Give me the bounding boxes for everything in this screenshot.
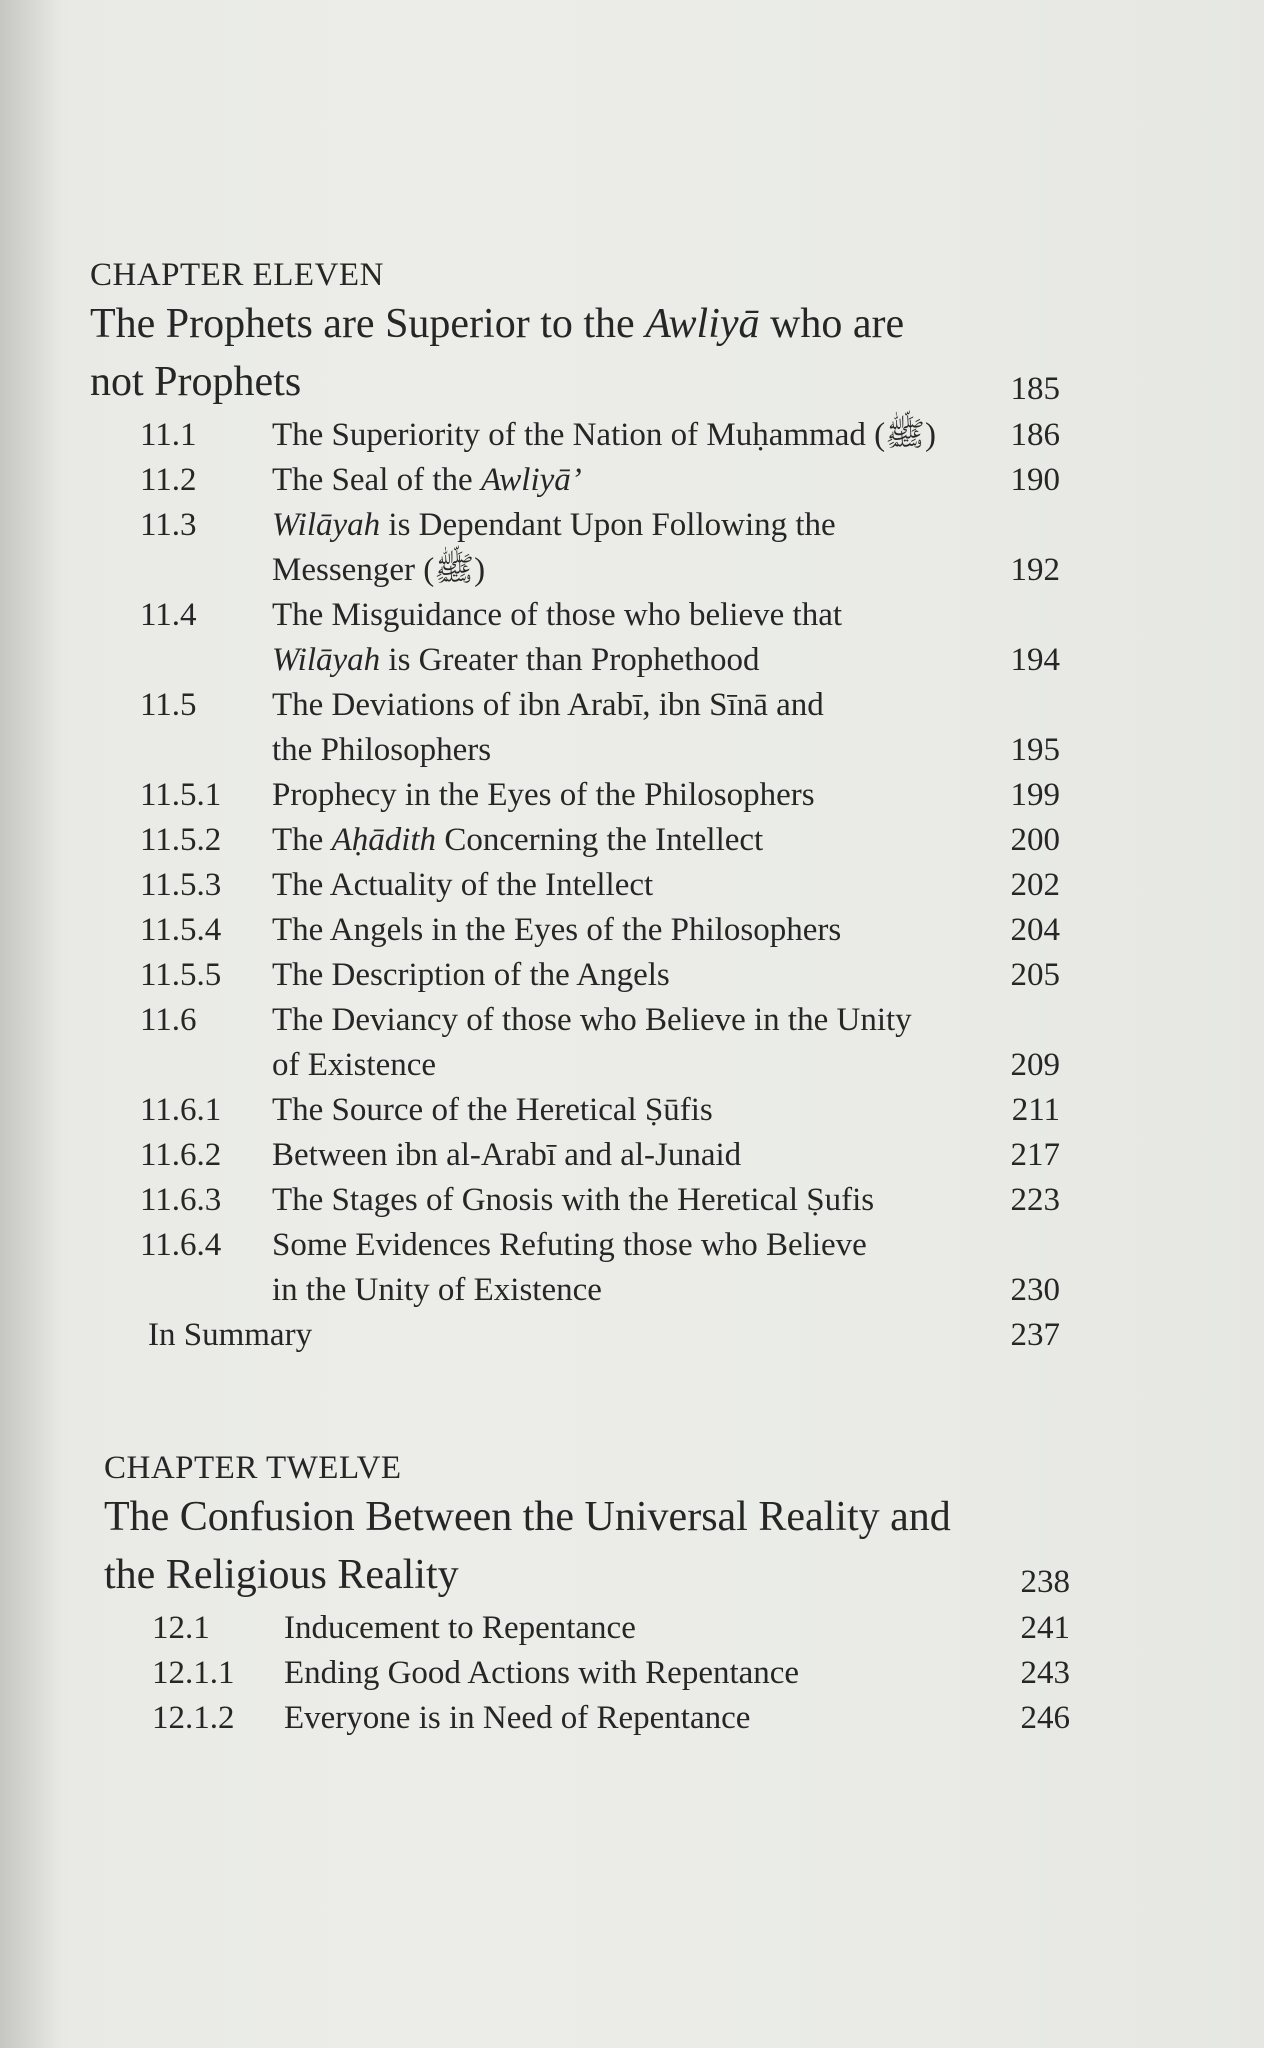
- entry-number: 11.5.1: [140, 777, 222, 813]
- entry-number: 11.5.4: [140, 912, 222, 948]
- toc-entry: [90, 863, 1060, 908]
- entry-page-number: 186: [1010, 417, 1060, 453]
- entry-page-number: 241: [1020, 1610, 1070, 1646]
- entry-page-number: 192: [1010, 552, 1060, 588]
- entry-number: 11.6.1: [140, 1092, 222, 1128]
- entry-page-number: 205: [1010, 957, 1060, 993]
- entry-page-number: 202: [1010, 867, 1060, 903]
- entry-title: [272, 683, 1072, 773]
- entry-title-line2: in the Unity of Existence: [272, 1272, 602, 1308]
- entry-title: The Angels in the Eyes of the Philosophers: [272, 912, 842, 948]
- toc-entry: [90, 413, 1060, 458]
- entry-number: 11.5.5: [140, 957, 222, 993]
- entry-title-italic: Wilāyah: [272, 507, 381, 543]
- entry-number: 11.1: [140, 417, 197, 453]
- entry-title: [272, 503, 1072, 593]
- entry-title-italic: Wilāyah: [272, 642, 381, 678]
- chapter-title-line2: not Prophets: [90, 359, 302, 405]
- chapter-title-line1: The Confusion Between the Universal Reality and: [104, 1494, 951, 1540]
- entry-number: 11.3: [140, 507, 197, 543]
- toc-entry: [90, 908, 1060, 953]
- entry-title-line2: the Philosophers: [272, 732, 492, 768]
- toc-entry: [90, 1133, 1060, 1178]
- entry-title-part: The Seal of the: [272, 462, 481, 498]
- entry-number: 11.5.2: [140, 822, 222, 858]
- chapter-title-line2: the Religious Reality: [104, 1552, 459, 1598]
- entry-title: Ending Good Actions with Repentance: [284, 1655, 800, 1691]
- entry-title: [272, 458, 1072, 503]
- entry-page-number: 199: [1010, 777, 1060, 813]
- toc-entry: [104, 1696, 1070, 1741]
- entry-page-number: 194: [1010, 642, 1060, 678]
- entry-title: The Stages of Gnosis with the Heretical Ṣufis: [272, 1182, 875, 1218]
- toc-entry: [90, 953, 1060, 998]
- chapter-eleven-section: [90, 255, 1060, 1358]
- entry-title: The Superiority of the Nation of Muḥammad (ﷺ): [272, 417, 936, 453]
- entry-title: [272, 593, 1072, 683]
- entry-title-italic: Aḥādith: [331, 822, 437, 858]
- chapter-title-block: [90, 295, 1060, 411]
- toc-entry: [90, 773, 1060, 818]
- chapter-twelve-section: [104, 1448, 1070, 1741]
- chapter-title-block: [104, 1488, 1070, 1604]
- chapter-title-part: The Prophets are Superior to the: [90, 301, 646, 347]
- entry-page-number: 190: [1010, 462, 1060, 498]
- entry-title: The Description of the Angels: [272, 957, 670, 993]
- toc-entry: [90, 1178, 1060, 1223]
- toc-entries: [90, 413, 1060, 1358]
- chapter-label: CHAPTER TWELVE: [104, 1450, 402, 1486]
- chapter-title-part: who are: [759, 301, 905, 347]
- entry-number: 11.6.4: [140, 1227, 222, 1263]
- toc-summary-entry: [148, 1313, 1060, 1358]
- entry-title: Prophecy in the Eyes of the Philosophers: [272, 777, 815, 813]
- chapter-title-italic: Awliyā: [645, 301, 760, 347]
- chapter-title: [104, 1488, 1070, 1604]
- entry-title-part: Concerning the Intellect: [436, 822, 764, 858]
- entry-title: The Actuality of the Intellect: [272, 867, 654, 903]
- entry-title: [272, 998, 1072, 1088]
- entry-title-part: The Misguidance of those who believe that: [272, 597, 843, 633]
- entry-page-number: 211: [1011, 1092, 1060, 1128]
- entry-page-number: 243: [1020, 1655, 1070, 1691]
- toc-entry: [90, 593, 1060, 683]
- entry-title-part: The: [272, 822, 332, 858]
- chapter-page-number: 185: [1010, 371, 1060, 407]
- summary-page-number: 237: [1010, 1317, 1060, 1353]
- entry-title-part: Some Evidences Refuting those who Believe: [272, 1227, 867, 1263]
- entry-title: Inducement to Repentance: [284, 1610, 636, 1646]
- entry-title-line2: is Greater than Prophethood: [380, 642, 760, 678]
- entry-title-part: The Deviations of ibn Arabī, ibn Sīnā and: [272, 687, 824, 723]
- entry-title: Between ibn al-Arabī and al-Junaid: [272, 1137, 742, 1173]
- entry-title-part: The Deviancy of those who Believe in the Unity: [272, 1002, 912, 1038]
- entry-title-line2: Messenger (ﷺ): [272, 552, 486, 588]
- entry-page-number: 230: [1010, 1272, 1060, 1308]
- entry-page-number: 217: [1010, 1137, 1060, 1173]
- chapter-label: CHAPTER ELEVEN: [90, 257, 384, 293]
- toc-entries: [104, 1606, 1070, 1741]
- entry-number: 11.5.3: [140, 867, 222, 903]
- entry-title-italic: Awliyā’: [480, 462, 582, 498]
- entry-page-number: 204: [1010, 912, 1060, 948]
- entry-number: 11.6: [140, 1002, 197, 1038]
- toc-entry: [90, 683, 1060, 773]
- toc-entry: [90, 818, 1060, 863]
- toc-entry: [104, 1651, 1070, 1696]
- summary-title: In Summary: [148, 1317, 313, 1353]
- chapter-page-number: 238: [1020, 1564, 1070, 1600]
- entry-page-number: 223: [1010, 1182, 1060, 1218]
- entry-number: 11.6.2: [140, 1137, 222, 1173]
- entry-title: [272, 1223, 1072, 1313]
- entry-page-number: 209: [1010, 1047, 1060, 1083]
- entry-title: [272, 818, 1072, 863]
- entry-title-line2: of Existence: [272, 1047, 437, 1083]
- toc-entry: [90, 458, 1060, 503]
- entry-page-number: 195: [1010, 732, 1060, 768]
- entry-number: 12.1.1: [152, 1655, 235, 1691]
- entry-number: 11.4: [140, 597, 197, 633]
- toc-entry: [90, 998, 1060, 1088]
- entry-number: 11.5: [140, 687, 197, 723]
- entry-number: 12.1.2: [152, 1700, 235, 1736]
- chapter-title: [90, 295, 1060, 411]
- entry-title-part: is Dependant Upon Following the: [380, 507, 836, 543]
- toc-entry: [90, 503, 1060, 593]
- entry-number: 12.1: [152, 1610, 210, 1646]
- toc-entry: [104, 1606, 1070, 1651]
- entry-number: 11.2: [140, 462, 197, 498]
- entry-title: Everyone is in Need of Repentance: [284, 1700, 751, 1736]
- entry-title: The Source of the Heretical Ṣūfis: [272, 1092, 713, 1128]
- entry-page-number: 200: [1010, 822, 1060, 858]
- page-gutter-shadow: [0, 0, 60, 2048]
- toc-entry: [90, 1088, 1060, 1133]
- toc-entry: [90, 1223, 1060, 1313]
- entry-number: 11.6.3: [140, 1182, 222, 1218]
- entry-page-number: 246: [1020, 1700, 1070, 1736]
